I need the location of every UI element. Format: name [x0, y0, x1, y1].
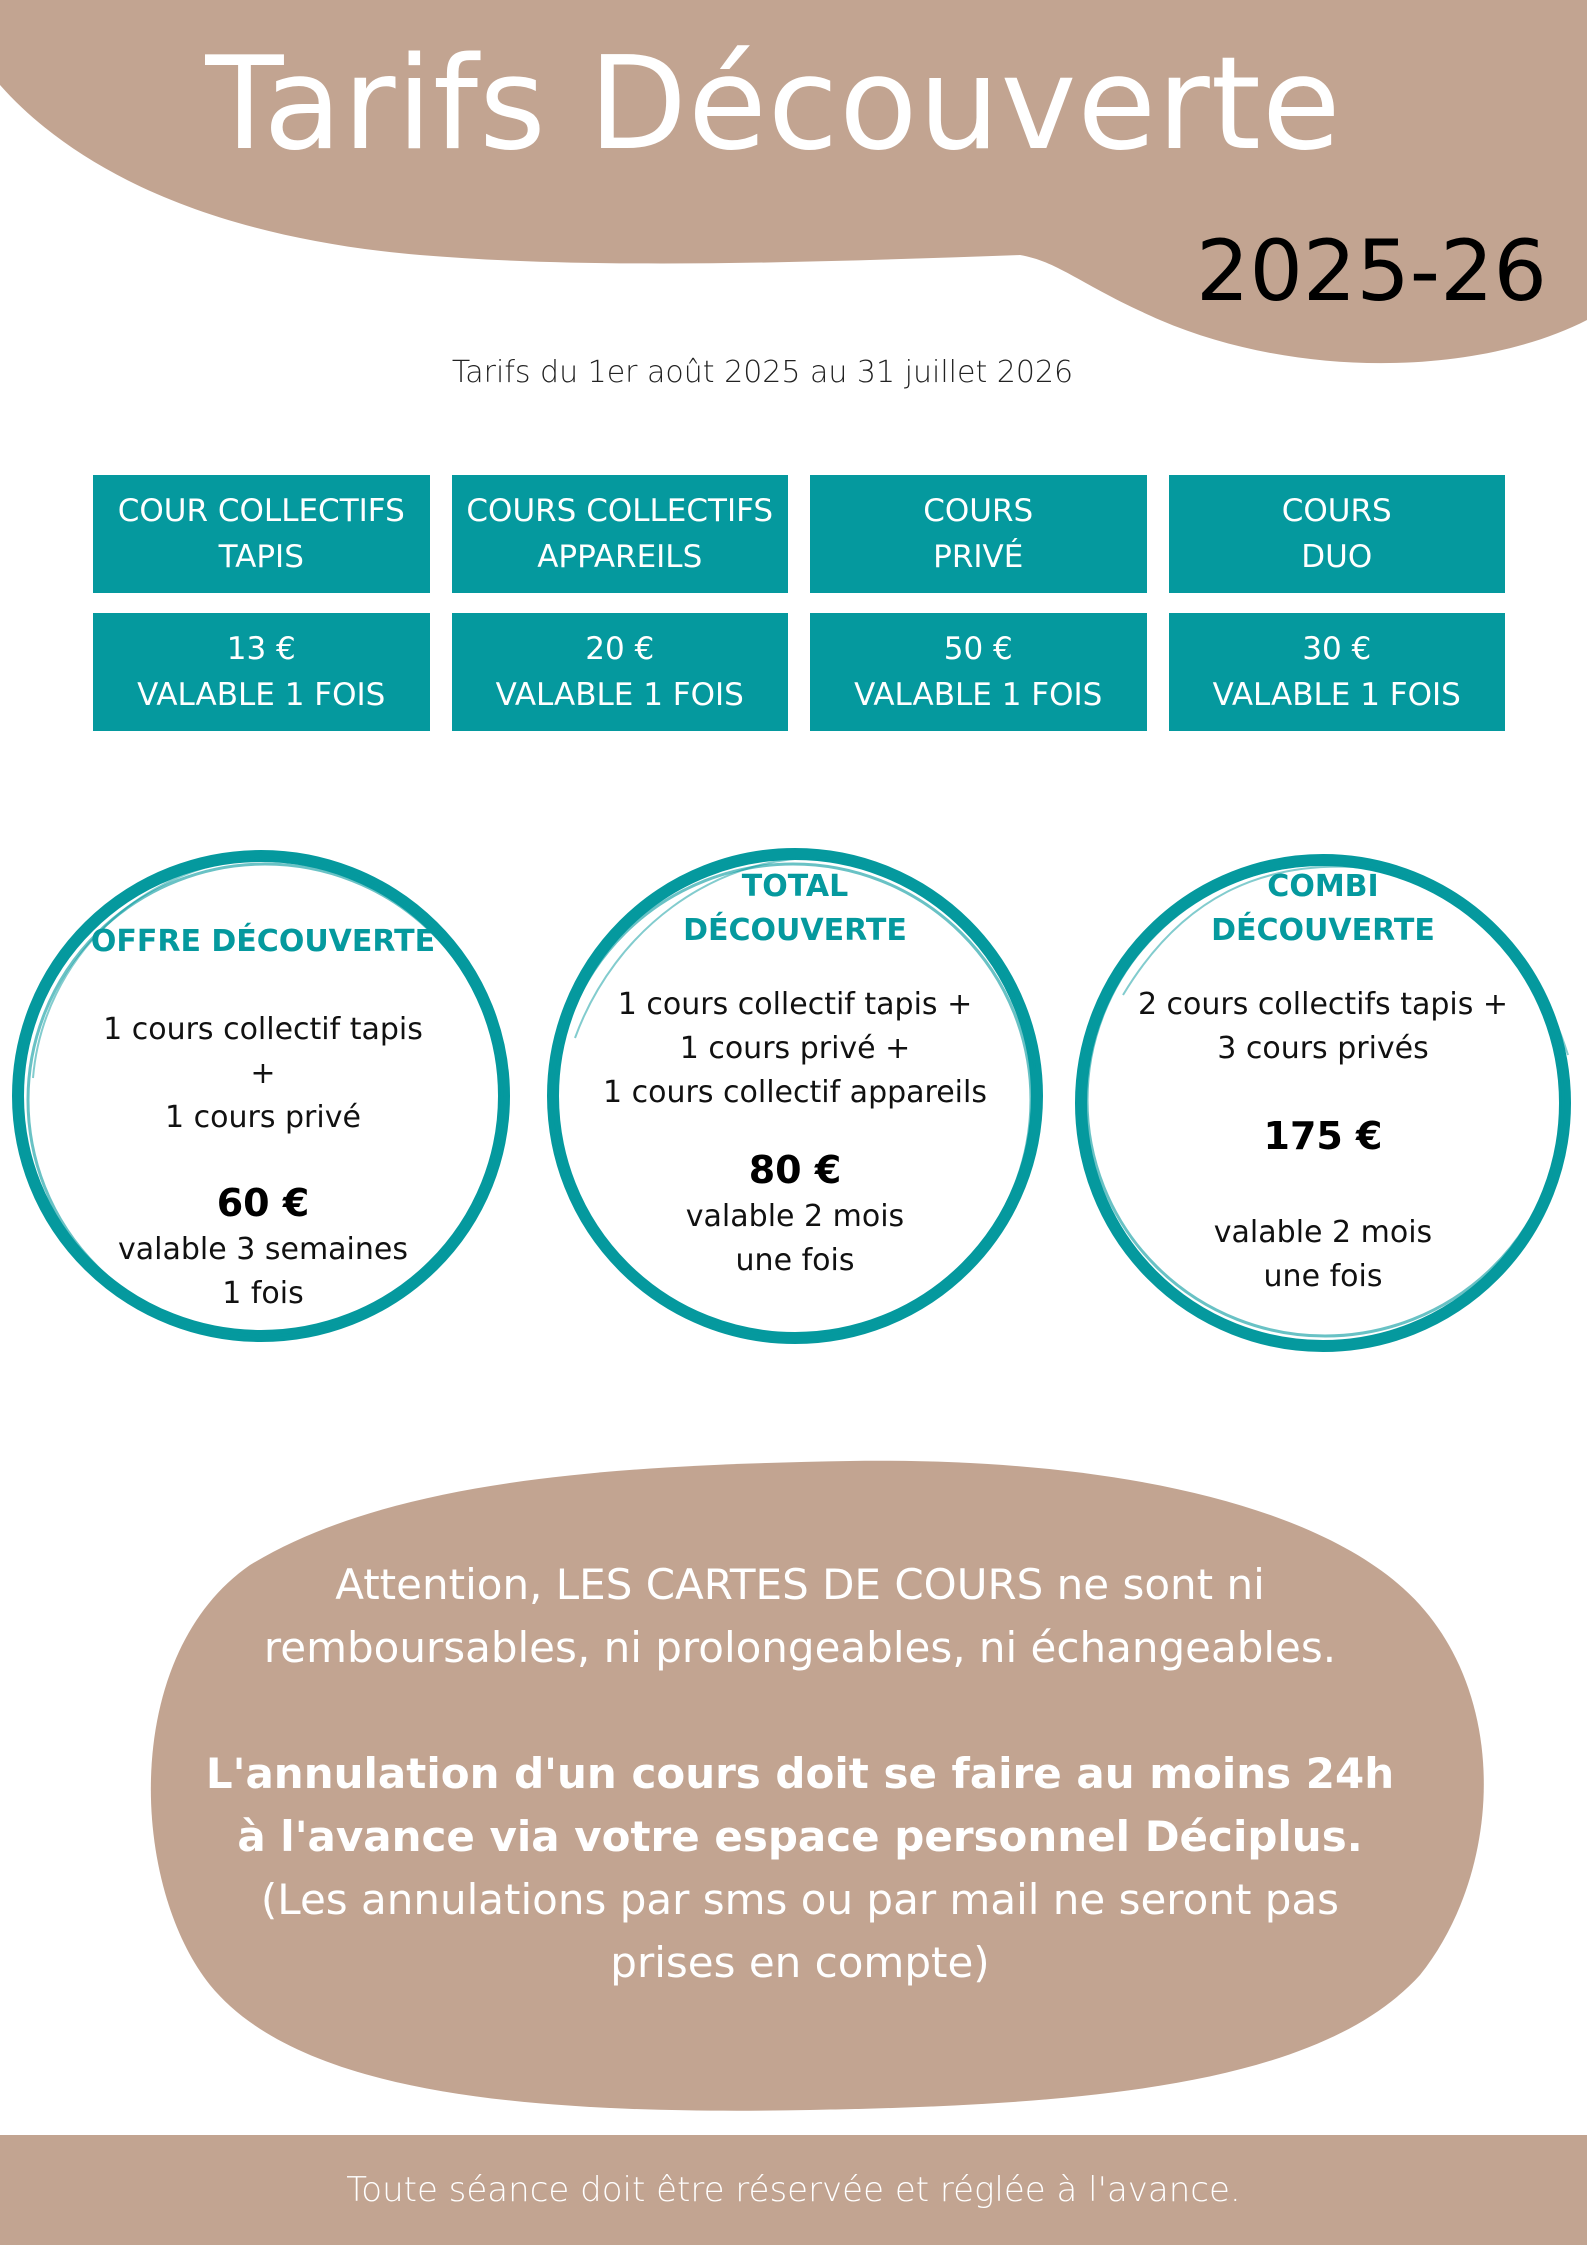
- offer-title: DÉCOUVERTE: [683, 913, 907, 948]
- offer-title: COMBI: [1267, 869, 1379, 904]
- page-title: Tarifs Découverte: [205, 30, 1342, 179]
- price-note: VALABLE 1 FOIS: [854, 677, 1103, 713]
- price-value: 50 €: [943, 631, 1013, 667]
- course-type-row: [93, 475, 1505, 593]
- course-label: APPAREILS: [537, 539, 703, 575]
- course-label: COURS: [1281, 493, 1392, 529]
- offer-title: OFFRE DÉCOUVERTE: [90, 924, 436, 959]
- footer-banner: [0, 2135, 1587, 2245]
- notice-bold-line: à l'avance via votre espace personnel Déciplus.: [237, 1812, 1363, 1861]
- offer-price: 60 €: [216, 1181, 310, 1225]
- price-value: 20 €: [585, 631, 655, 667]
- price-box-collectifs-tapis: [93, 613, 430, 731]
- offer-circle-combi: [1063, 845, 1583, 1365]
- cancellation-notice: [170, 1553, 1430, 1994]
- course-label: TAPIS: [218, 539, 304, 575]
- notice-line: remboursables, ni prolongeables, ni échangeables.: [263, 1623, 1337, 1672]
- notice-line: prises en compte): [610, 1938, 990, 1987]
- offer-line: 1 cours collectif tapis: [103, 1012, 423, 1047]
- course-box-duo: [1169, 475, 1506, 593]
- offer-title: TOTAL: [741, 869, 849, 904]
- offer-circle-total: [535, 838, 1055, 1358]
- offer-validity: valable 2 mois: [1213, 1215, 1433, 1250]
- offer-validity: une fois: [735, 1243, 855, 1278]
- price-grid: [93, 475, 1505, 751]
- price-row: [93, 613, 1505, 731]
- course-box-collectifs-tapis: [93, 475, 430, 593]
- offer-circle-decouverte: [3, 838, 523, 1358]
- price-value: 30 €: [1302, 631, 1372, 667]
- price-box-collectifs-appareils: [452, 613, 789, 731]
- offer-price: 80 €: [748, 1148, 842, 1192]
- price-note: VALABLE 1 FOIS: [495, 677, 744, 713]
- offer-validity: valable 2 mois: [685, 1199, 905, 1234]
- notice-bold-line: L'annulation d'un cours doit se faire au moins 24h: [205, 1749, 1395, 1798]
- footer-text: Toute séance doit être réservée et réglée à l'avance.: [346, 2170, 1241, 2210]
- offer-validity: 1 fois: [222, 1276, 304, 1311]
- price-box-prive: [810, 613, 1147, 731]
- course-box-collectifs-appareils: [452, 475, 789, 593]
- course-label: COURS COLLECTIFS: [466, 493, 774, 529]
- validity-period: Tarifs du 1er août 2025 au 31 juillet 2026: [451, 355, 1074, 390]
- offer-validity: valable 3 semaines: [118, 1232, 408, 1267]
- offer-price: 175 €: [1263, 1114, 1383, 1158]
- price-value: 13 €: [226, 631, 296, 667]
- notice-line: Attention, LES CARTES DE COURS ne sont ni: [335, 1560, 1265, 1609]
- offer-line: 1 cours collectif tapis +: [617, 987, 973, 1022]
- course-label: COURS: [923, 493, 1034, 529]
- offer-line: +: [250, 1056, 276, 1091]
- offer-line: 1 cours privé +: [679, 1031, 911, 1066]
- offer-validity: une fois: [1263, 1259, 1383, 1294]
- offer-line: 3 cours privés: [1217, 1031, 1429, 1066]
- course-label: COUR COLLECTIFS: [117, 493, 405, 529]
- offer-title: DÉCOUVERTE: [1211, 913, 1435, 948]
- course-box-prive: [810, 475, 1147, 593]
- offer-line: 2 cours collectifs tapis +: [1137, 987, 1509, 1022]
- price-note: VALABLE 1 FOIS: [137, 677, 386, 713]
- season-year: 2025-26: [1196, 222, 1547, 320]
- price-box-duo: [1169, 613, 1506, 731]
- course-label: PRIVÉ: [933, 539, 1024, 575]
- offer-line: 1 cours privé: [165, 1100, 361, 1135]
- offer-line: 1 cours collectif appareils: [603, 1075, 987, 1110]
- price-note: VALABLE 1 FOIS: [1212, 677, 1461, 713]
- notice-line: (Les annulations par sms ou par mail ne seront pas: [260, 1875, 1340, 1924]
- course-label: DUO: [1301, 539, 1373, 575]
